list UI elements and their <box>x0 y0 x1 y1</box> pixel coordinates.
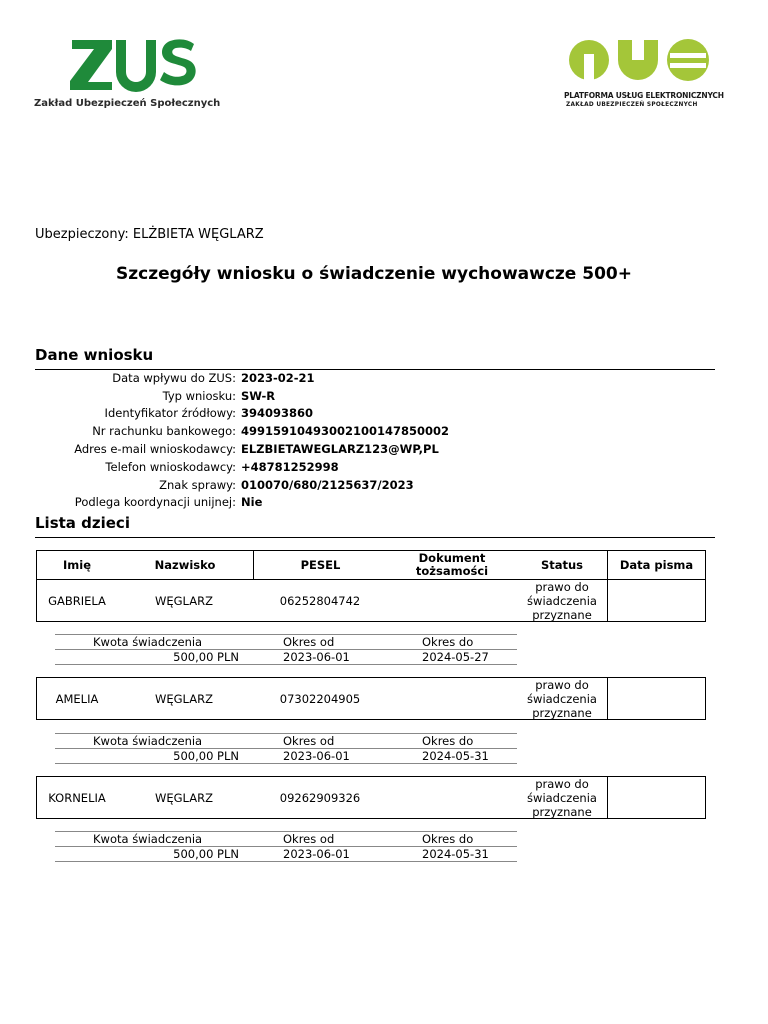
child-last-name: WĘGLARZ <box>155 790 213 805</box>
info-label: Znak sprawy: <box>159 477 236 492</box>
children-table-header <box>36 550 706 580</box>
info-label: Identyfikator źródłowy: <box>104 406 236 421</box>
info-label: Nr rachunku bankowego: <box>92 424 236 439</box>
info-row <box>35 440 715 458</box>
benefit-amount: 500,00 PLN <box>173 847 239 861</box>
child-identity-document <box>387 580 517 621</box>
child-status <box>517 777 607 818</box>
header-identity-document <box>387 551 517 579</box>
child-last-name: WĘGLARZ <box>155 593 213 608</box>
info-value: ELZBIETAWEGLARZ123@WP,PL <box>241 442 439 457</box>
benefit-table <box>55 831 517 863</box>
pue-logo <box>560 36 724 116</box>
status-line: przyznane <box>532 607 592 622</box>
pue-caption-line2: ZAKŁAD UBEZPIECZEŃ SPOŁECZNYCH <box>566 102 698 108</box>
benefit-to: 2024-05-31 <box>422 749 489 763</box>
benefit-from: 2023-06-01 <box>283 749 350 763</box>
benefit-header-to: Okres do <box>422 734 474 748</box>
info-row <box>35 422 715 440</box>
status-line: prawo do <box>535 776 589 791</box>
header-pesel: PESEL <box>253 551 387 579</box>
status-line: świadczenia <box>527 691 597 706</box>
benefit-table <box>55 733 517 765</box>
benefit-header-from: Okres od <box>283 734 335 748</box>
child-letter-date <box>607 678 705 719</box>
child-row <box>36 677 706 720</box>
info-value: 49915910493002100147850002 <box>241 424 450 439</box>
benefit-to: 2024-05-27 <box>422 650 489 664</box>
info-row <box>35 387 715 405</box>
status-line: prawo do <box>535 579 589 594</box>
child-row <box>36 776 706 819</box>
insured-person: Ubezpieczony: ELŻBIETA WĘGLARZ <box>35 227 264 242</box>
benefit-divider <box>55 861 517 862</box>
benefit-header-from: Okres od <box>283 635 335 649</box>
pue-caption-line1: PLATFORMA USŁUG ELEKTRONICZNYCH <box>564 91 724 100</box>
info-value: +48781252998 <box>241 459 339 474</box>
benefit-header-amount: Kwota świadczenia <box>93 832 203 846</box>
benefit-divider <box>55 664 517 665</box>
child-status <box>517 678 607 719</box>
info-value: 394093860 <box>241 406 314 421</box>
header-letter-date: Data pisma <box>607 551 705 579</box>
child-pesel: 09262909326 <box>279 790 361 805</box>
info-value: SW-R <box>241 388 276 403</box>
info-row <box>35 369 715 387</box>
status-line: przyznane <box>532 804 592 819</box>
benefit-header-amount: Kwota świadczenia <box>93 734 203 748</box>
child-first-name: AMELIA <box>55 691 99 706</box>
benefit-from: 2023-06-01 <box>283 650 350 664</box>
benefit-header-row <box>55 635 517 649</box>
info-row <box>35 494 715 512</box>
benefit-header-row <box>55 734 517 748</box>
benefit-header-amount: Kwota świadczenia <box>93 635 203 649</box>
header-status: Status <box>540 558 584 572</box>
benefit-from: 2023-06-01 <box>283 847 350 861</box>
benefit-value-row <box>55 847 517 861</box>
zus-logo-mark <box>68 36 198 92</box>
document-title: Szczegóły wniosku o świadczenie wychowawcze 500+ <box>115 264 632 284</box>
info-row <box>35 476 715 494</box>
benefit-to: 2024-05-31 <box>422 847 489 861</box>
section-title-application: Dane wniosku <box>35 346 154 364</box>
child-first-name: GABRIELA <box>48 593 106 608</box>
info-label: Telefon wnioskodawcy: <box>105 459 236 474</box>
benefit-value-row <box>55 650 517 664</box>
benefit-table <box>55 634 517 666</box>
benefit-amount: 500,00 PLN <box>173 650 239 664</box>
child-pesel: 06252804742 <box>279 593 361 608</box>
child-identity-document <box>387 777 517 818</box>
child-letter-date <box>607 580 705 621</box>
section-title-children: Lista dzieci <box>35 514 130 532</box>
zus-caption: Zakład Ubezpieczeń Społecznych <box>34 98 221 109</box>
child-status <box>517 580 607 621</box>
header-doc-line1: Dokument <box>418 551 486 565</box>
status-line: prawo do <box>535 677 589 692</box>
status-line: przyznane <box>532 705 592 720</box>
info-label: Adres e-mail wnioskodawcy: <box>74 442 236 457</box>
child-letter-date <box>607 777 705 818</box>
benefit-divider <box>55 763 517 764</box>
info-row <box>35 405 715 423</box>
benefit-amount: 500,00 PLN <box>173 749 239 763</box>
benefit-header-from: Okres od <box>283 832 335 846</box>
application-details <box>35 369 715 511</box>
zus-logo <box>34 36 221 116</box>
header-doc-line2: tożsamości <box>415 564 489 578</box>
status-line: świadczenia <box>527 790 597 805</box>
info-label: Podlega koordynacji unijnej: <box>74 495 236 510</box>
info-label: Typ wniosku: <box>162 388 236 403</box>
child-pesel: 07302204905 <box>279 691 361 706</box>
child-identity-document <box>387 678 517 719</box>
info-row <box>35 458 715 476</box>
child-first-name: KORNELIA <box>48 790 106 805</box>
child-last-name: WĘGLARZ <box>155 691 213 706</box>
header-last-name: Nazwisko <box>154 558 216 572</box>
pue-logo-mark <box>564 36 714 86</box>
info-value: 2023-02-21 <box>241 370 315 385</box>
status-line: świadczenia <box>527 593 597 608</box>
header-first-name: Imię <box>62 558 91 572</box>
section-divider <box>35 537 715 538</box>
info-value: 010070/680/2125637/2023 <box>241 477 414 492</box>
benefit-value-row <box>55 749 517 763</box>
info-value: Nie <box>241 495 263 510</box>
info-label: Data wpływu do ZUS: <box>112 370 236 385</box>
child-row <box>36 579 706 622</box>
benefit-header-row <box>55 832 517 846</box>
benefit-header-to: Okres do <box>422 635 474 649</box>
benefit-header-to: Okres do <box>422 832 474 846</box>
